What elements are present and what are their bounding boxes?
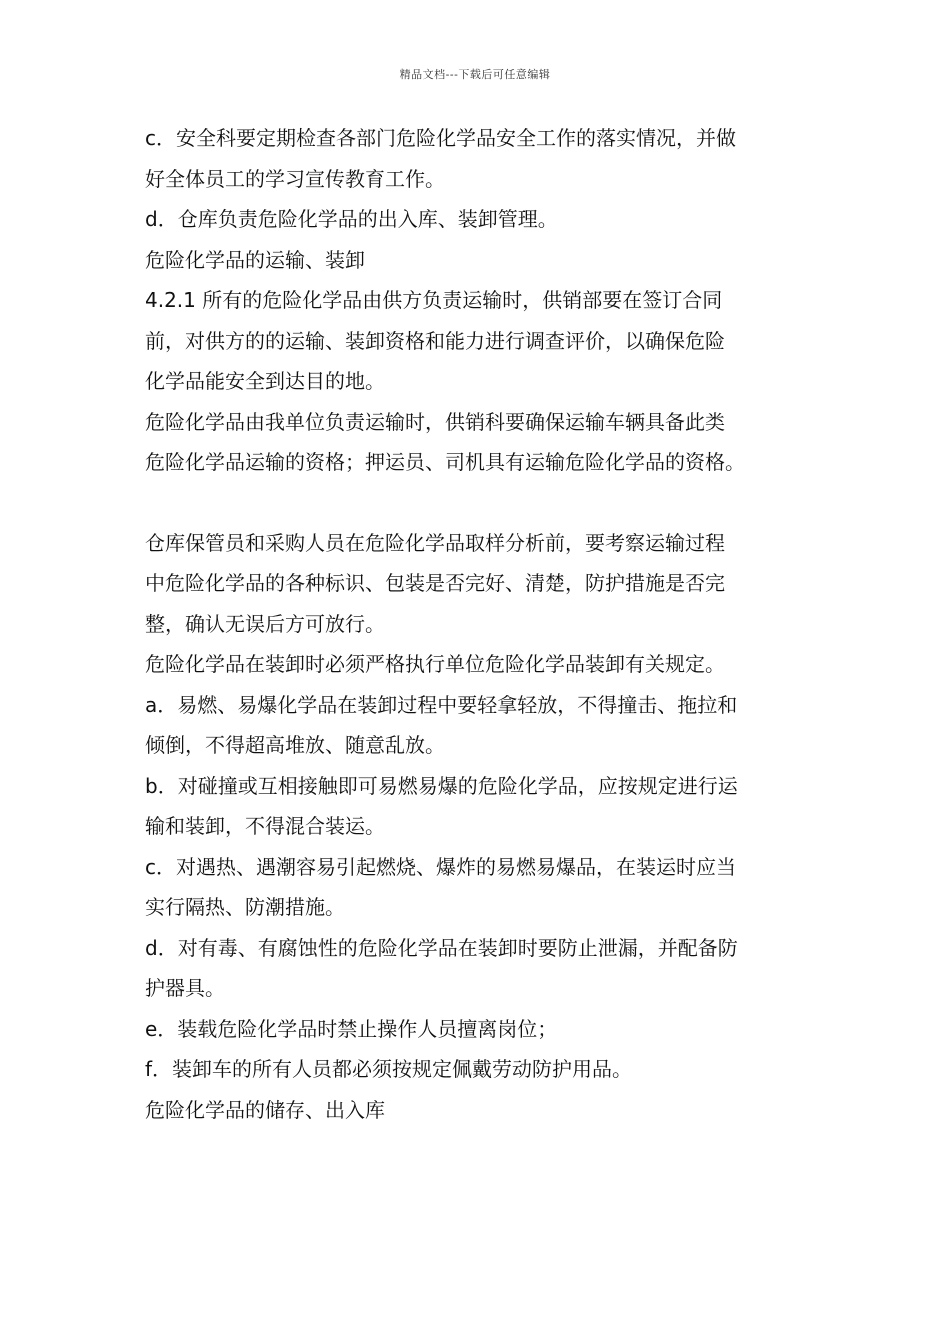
text-line: 倾倒，不得超高堆放、随意乱放。	[145, 733, 445, 757]
page-header: 精品文档---下载后可任意编辑	[399, 68, 551, 81]
section-heading: 危险化学品的储存、出入库	[145, 1097, 385, 1122]
text-line: d．仓库负责危险化学品的出入库、装卸管理。	[145, 207, 558, 231]
paragraph-gap	[145, 483, 825, 523]
list-item-e: e．装载危险化学品时禁止操作人员擅离岗位；	[145, 1016, 558, 1041]
text-line: 4.2.1 所有的危险化学品由供方负责运输时，供销部要在签订合同	[145, 288, 723, 312]
text-line: 中危险化学品的各种标识、包装是否完好、清楚，防护措施是否完	[145, 571, 725, 595]
text-line: 实行隔热、防潮措施。	[145, 895, 345, 919]
list-item-f: f．装卸车的所有人员都必须按规定佩戴劳动防护用品。	[145, 1057, 633, 1081]
list-item-d: d．对有毒、有腐蚀性的危险化学品在装卸时要防止泄漏，并配备防	[145, 935, 738, 960]
document-body	[145, 118, 825, 1130]
text-line: 化学品能安全到达目的地。	[145, 369, 385, 393]
section-heading: 危险化学品的运输、装卸	[145, 247, 365, 272]
text-line: 危险化学品在装卸时必须严格执行单位危险化学品装卸有关规定。	[145, 652, 725, 676]
text-line: 危险化学品运输的资格；押运员、司机具有运输危险化学品的资格。	[145, 450, 745, 474]
text-line: c．安全科要定期检查各部门危险化学品安全工作的落实情况，并做	[145, 126, 736, 150]
list-item-c: c．对遇热、遇潮容易引起燃烧、爆炸的易燃易爆品，在装运时应当	[145, 854, 736, 879]
text-line: 危险化学品由我单位负责运输时，供销科要确保运输车辆具备此类	[145, 409, 725, 434]
text-line: 前，对供方的的运输、装卸资格和能力进行调查评价，以确保危险	[145, 328, 725, 353]
text-line: 护器具。	[145, 976, 225, 1000]
text-line: 整，确认无误后方可放行。	[145, 611, 385, 636]
text-line: 输和装卸，不得混合装运。	[145, 814, 385, 838]
text-line: 仓库保管员和采购人员在危险化学品取样分析前，要考察运输过程	[145, 530, 725, 555]
text-line: 好全体员工的学习宣传教育工作。	[145, 166, 445, 191]
list-item-b: b．对碰撞或互相接触即可易燃易爆的危险化学品，应按规定进行运	[145, 773, 738, 798]
list-item-a: a．易燃、易爆化学品在装卸过程中要轻拿轻放，不得撞击、拖拉和	[145, 692, 738, 717]
